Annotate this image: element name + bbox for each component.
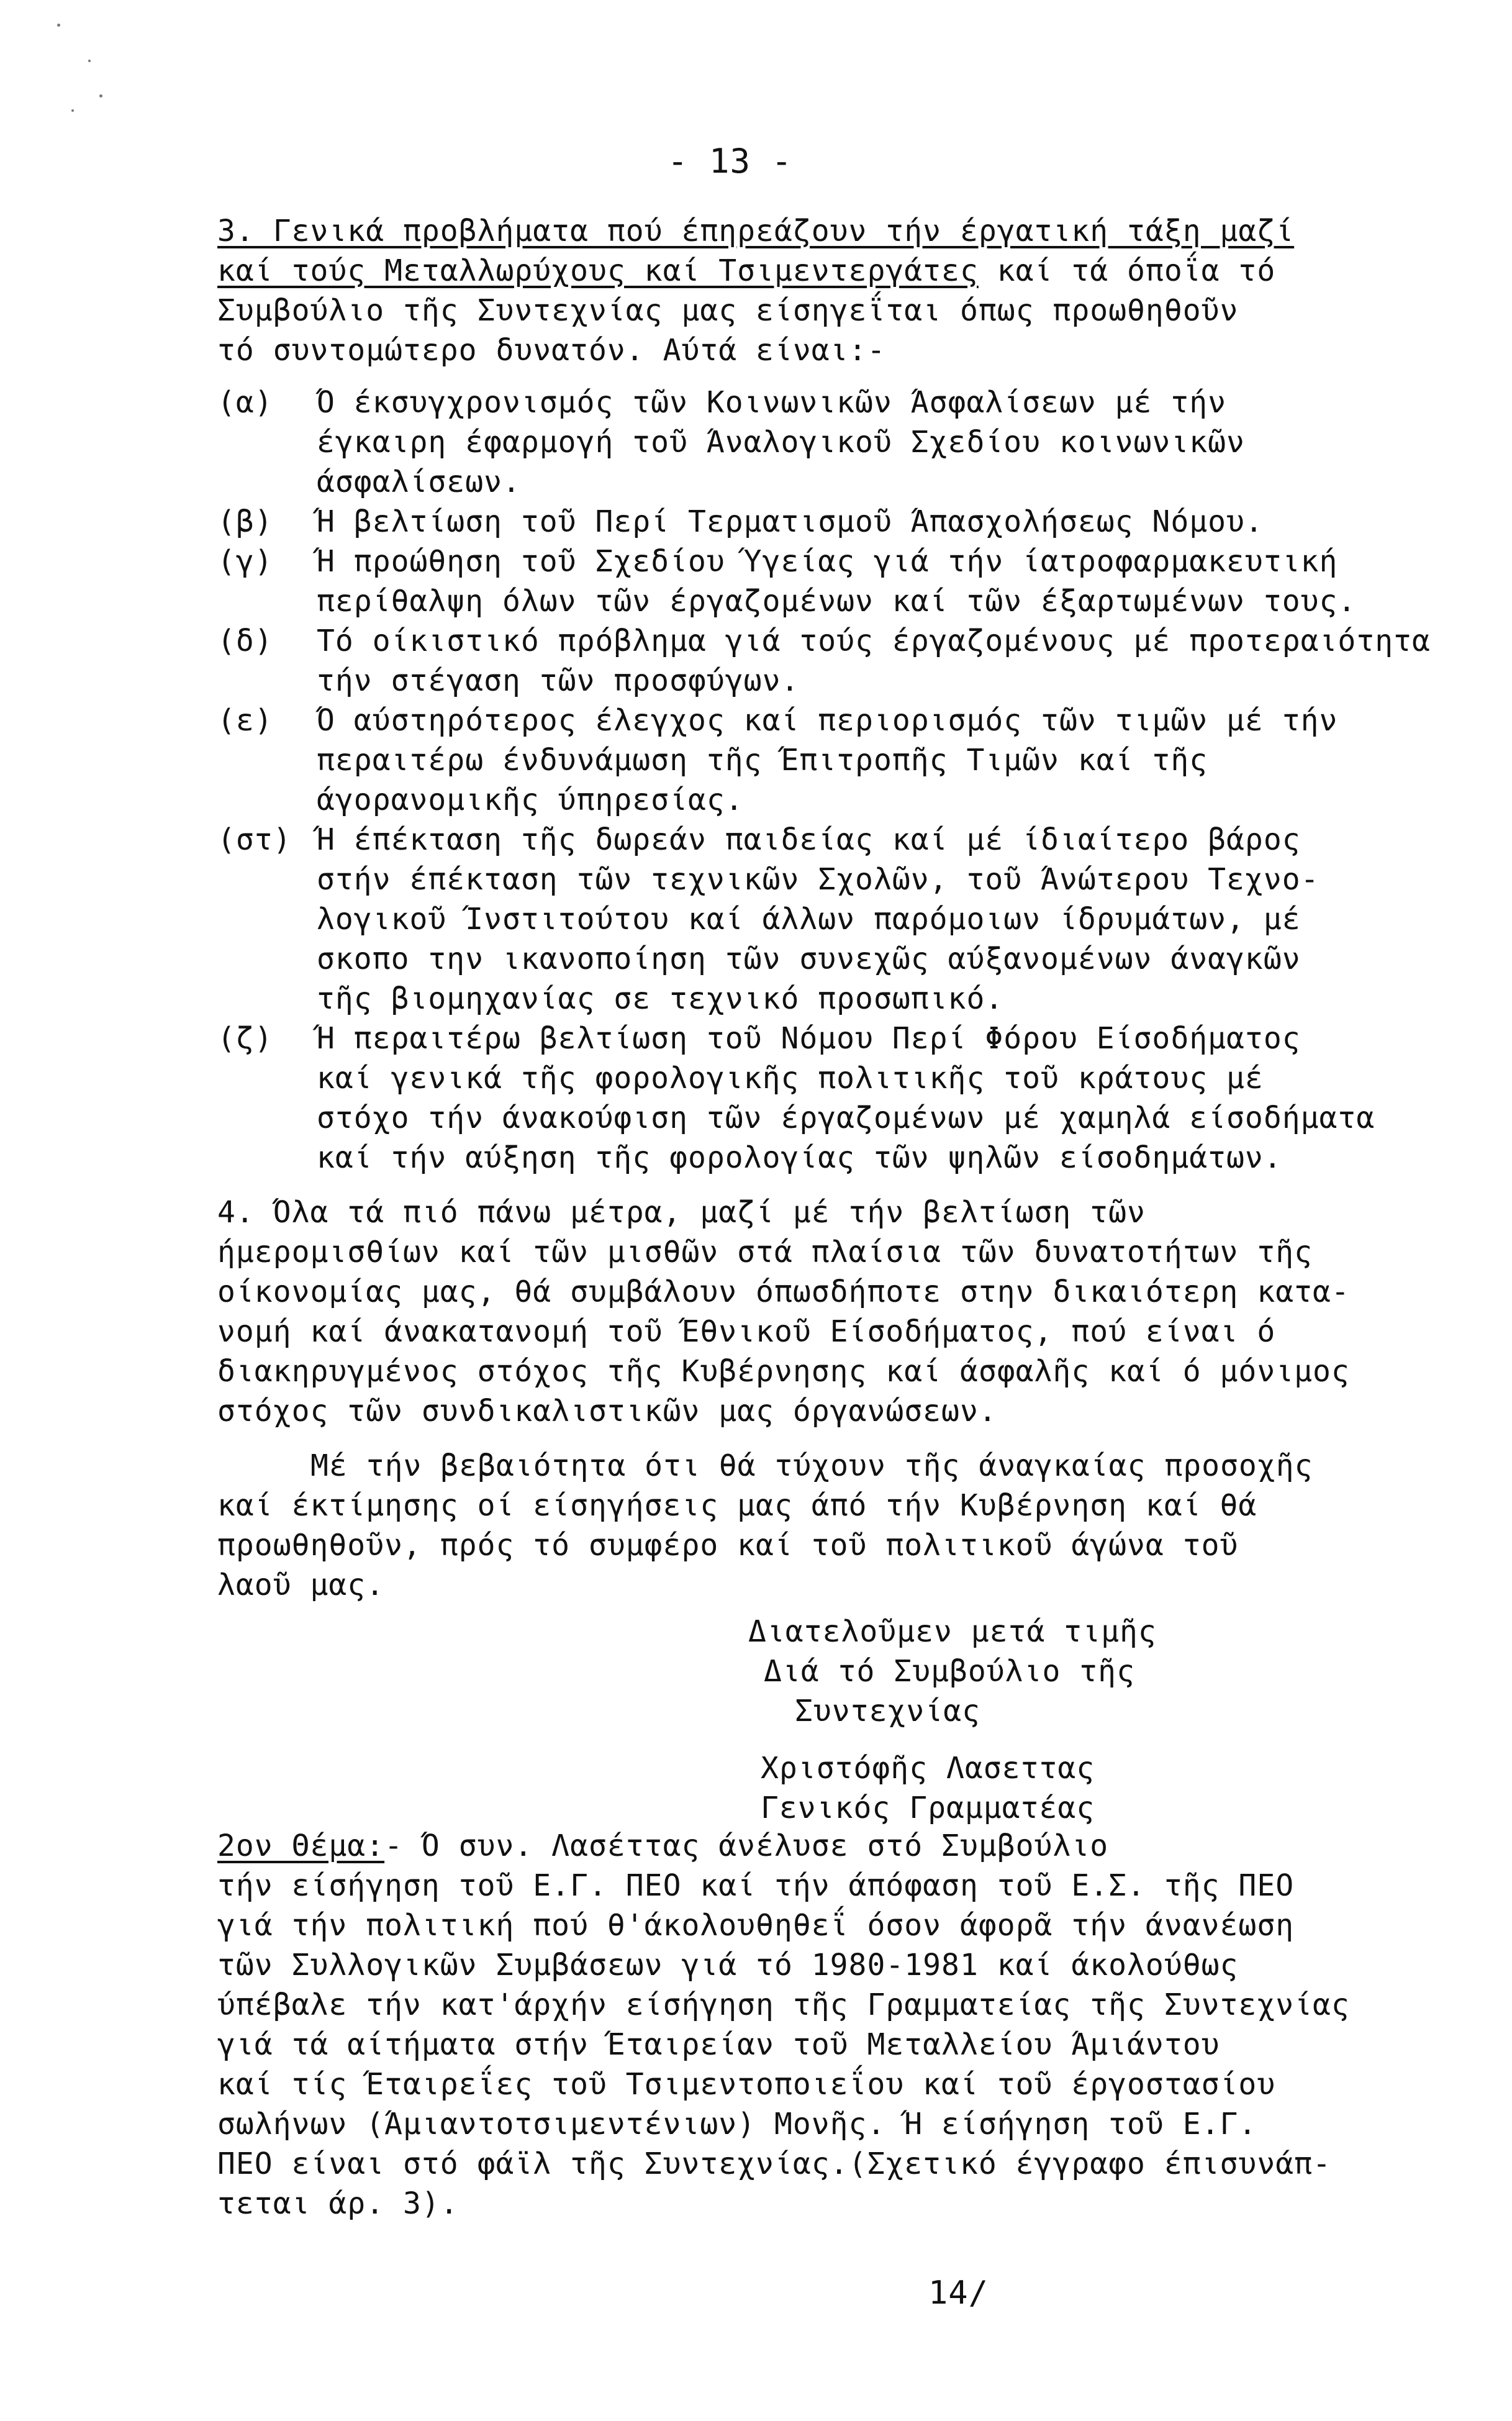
signatory-title: Γενικός Γραμματέας (761, 1791, 1095, 1825)
section-3 (217, 211, 1459, 1605)
scan-speck (71, 109, 74, 112)
topic-2-first-line (217, 1826, 1459, 1866)
section-3-line: Συμβούλιο τῆς Συντεχνίας μας είσηγεΐται όπως προωθηθοῦν (217, 293, 1239, 328)
list-item-line: τήν στέγαση τῶν προσφύγων. (317, 663, 800, 698)
closing-line: λαοῦ μας. (217, 1568, 385, 1602)
topic-2-line: καί τίς Έταιρεΐες τοῦ Τσιμεντοποιεΐου καί τοῦ έργοστασίου (217, 2067, 1276, 2102)
list-item-b (217, 502, 1459, 542)
list-item-line: Ή βελτίωση τοῦ Περί Τερματισμοῦ Άπασχολήσεως Νόμου. (317, 504, 1264, 539)
topic-2-line: ΠΕΟ είναι στό φάϊλ τῆς Συντεχνίας.(Σχετικό έγγραφο έπισυνάπ- (217, 2146, 1331, 2181)
list-item-line: έγκαιρη έφαρμογή τοῦ Άναλογικοῦ Σχεδίου κοινωνικῶν (317, 425, 1245, 460)
list-item-label: (α) (217, 385, 273, 420)
list-item-line: Τό οίκιστικό πρόβλημα γιά τούς έργαζομένους μέ προτεραιότητα (317, 624, 1431, 658)
section-4-line: οίκονομίας μας, θά συμβάλουν όπωσδήποτε στην δικαιότερη κατα- (217, 1274, 1350, 1309)
list-item-label: (δ) (217, 624, 273, 658)
scan-speck (99, 94, 102, 98)
signatory-name: Χριστόφῆς Λασεττας (761, 1751, 1095, 1786)
scan-speck (88, 60, 91, 62)
list-item-line: καί τήν αύξηση τῆς φορολογίας τῶν ψηλῶν είσοδημάτων. (317, 1140, 1282, 1175)
section-4-line: ήμερομισθίων καί τῶν μισθῶν στά πλαίσια τῶν δυνατοτήτων τῆς (217, 1235, 1313, 1270)
section-4-line: νομή καί άνακατανομή τοῦ Έθνικοῦ Είσοδήματος, πού είναι ό (217, 1314, 1276, 1349)
list-item-line: τῆς βιομηχανίας σε τεχνικό προσωπικό. (317, 981, 1004, 1016)
page-number: - 13 - (668, 142, 793, 181)
list-item-label: (γ) (217, 544, 273, 579)
list-item-z (217, 1019, 1459, 1178)
signature-block (748, 1612, 1157, 1731)
list-item-label: (ζ) (217, 1021, 273, 1056)
list-item-line: στόχο τήν άνακούφιση τῶν έργαζομένων μέ χαμηλά είσοδήματα (317, 1101, 1375, 1135)
list-item-line: άγορανομικῆς ύπηρεσίας. (317, 783, 744, 817)
topic-2 (217, 1826, 1459, 2223)
topic-2-line: σωλήνων (Άμιαντοτσιμεντένιων) Μονῆς. Ή είσήγηση τοῦ Ε.Γ. (217, 2107, 1257, 2142)
list-item-label: (στ) (217, 822, 292, 857)
signature-line: Συντεχνίας (795, 1694, 980, 1728)
section-3-heading-rest: καί τά όποΐα τό (978, 253, 1276, 288)
signature-line: Διά τό Συμβούλιο τῆς (764, 1654, 1135, 1689)
list-item-line: Ό έκσυγχρονισμός τῶν Κοινωνικῶν Άσφαλίσεων μέ τήν (317, 385, 1227, 420)
list-item-line: λογικοῦ Ίνστιτούτου καί άλλων παρόμοιων ίδρυμάτων, μέ (317, 902, 1301, 937)
list-item-a (217, 383, 1459, 502)
list-item-st (217, 820, 1459, 1019)
list-item-label: (ε) (217, 703, 273, 738)
closing-line: Μέ τήν βεβαιότητα ότι θά τύχουν τῆς άναγκαίας προσοχῆς (310, 1448, 1313, 1483)
list-item-c (217, 542, 1459, 621)
topic-2-line: τεται άρ. 3). (217, 2186, 459, 2221)
section-4 (217, 1192, 1459, 1431)
list-item-line: Ή προώθηση τοῦ Σχεδίου Ύγείας γιά τήν ίατροφαρμακευτική (317, 544, 1338, 579)
section-3-heading-continued (217, 251, 1459, 291)
list-item-line: άσφαλίσεων. (317, 465, 521, 499)
list-item-line: περίθαλψη όλων τῶν έργαζομένων καί τῶν έξαρτωμένων τους. (317, 584, 1357, 619)
closing-line: προωθηθοῦν, πρός τό συμφέρο καί τοῦ πολιτικοῦ άγώνα τοῦ (217, 1528, 1239, 1563)
list-item-line: Ή περαιτέρω βελτίωση τοῦ Νόμου Περί Φόρου Είσοδήματος (317, 1021, 1301, 1056)
section-4-line: 4. Όλα τά πιό πάνω μέτρα, μαζί μέ τήν βελτίωση τῶν (217, 1195, 1146, 1230)
list-item-line: καί γενικά τῆς φορολογικῆς πολιτικῆς τοῦ κράτους μέ (317, 1061, 1264, 1096)
section-4-line: διακηρυγμένος στόχος τῆς Κυβέρνησης καί άσφαλῆς καί ό μόνιμος (217, 1354, 1350, 1389)
list-item-line: σκοπο την ικανοποίηση τῶν συνεχῶς αύξανομένων άναγκῶν (317, 942, 1301, 976)
list-item-line: περαιτέρω ένδυνάμωση τῆς Έπιτροπῆς Τιμῶν καί τῆς (317, 743, 1208, 778)
topic-2-line: γιά τήν πολιτική πού θ'άκολουθηθεΐ όσον άφορᾶ τήν άνανέωση (217, 1908, 1295, 1943)
scan-speck (57, 24, 60, 27)
section-3-line: τό συντομώτερο δυνατόν. Αύτά είναι:- (217, 333, 886, 368)
closing-line: καί έκτίμησης οί είσηγήσεις μας άπό τήν Κυβέρνηση καί θά (217, 1488, 1257, 1523)
list-item-line: στήν έπέκταση τῶν τεχνικῶν Σχολῶν, τοῦ Άνώτερου Τεχνο- (317, 862, 1320, 897)
topic-2-first-line-rest: - Ό συν. Λασέττας άνέλυσε στό Συμβούλιο (384, 1828, 1109, 1863)
list-item-d (217, 621, 1459, 701)
section-3-heading (217, 211, 1459, 251)
list-item-e (217, 701, 1459, 820)
signatory (761, 1748, 1095, 1828)
topic-2-line: ύπέβαλε τήν κατ'άρχήν είσήγηση τῆς Γραμματείας τῆς Συντεχνίας (217, 1987, 1350, 2022)
list-item-label: (β) (217, 504, 273, 539)
continuation-marker: 14/ (928, 2274, 989, 2312)
list-item-line: Ό αύστηρότερος έλεγχος καί περιορισμός τῶν τιμῶν μέ τήν (317, 703, 1338, 738)
section-4-line: στόχος τῶν συνδικαλιστικῶν μας όργανώσεων. (217, 1394, 997, 1429)
topic-2-line: γιά τά αίτήματα στήν Έταιρείαν τοῦ Μεταλλείου Άμιάντου (217, 2027, 1220, 2062)
section-3-heading-underlined-2: καί τούς Μεταλλωρύχους καί Τσιμεντεργάτες (217, 253, 979, 288)
topic-2-line: τήν είσήγηση τοῦ Ε.Γ. ΠΕΟ καί τήν άπόφαση τοῦ Ε.Σ. τῆς ΠΕΟ (217, 1868, 1295, 1903)
list-item-line: Ή έπέκταση τῆς δωρεάν παιδείας καί μέ ίδιαίτερο βάρος (317, 822, 1301, 857)
section-3-heading-underlined: 3. Γενικά προβλήματα πού έπηρεάζουν τήν έργατική τάξη μαζί (217, 214, 1295, 248)
topic-2-line: τῶν Συλλογικῶν Συμβάσεων γιά τό 1980-1981 καί άκολούθως (217, 1948, 1239, 1983)
signature-line: Διατελοῦμεν μετά τιμῆς (748, 1614, 1157, 1649)
topic-2-label: 2ον Θέμα: (217, 1828, 385, 1863)
closing-paragraph (217, 1446, 1459, 1605)
